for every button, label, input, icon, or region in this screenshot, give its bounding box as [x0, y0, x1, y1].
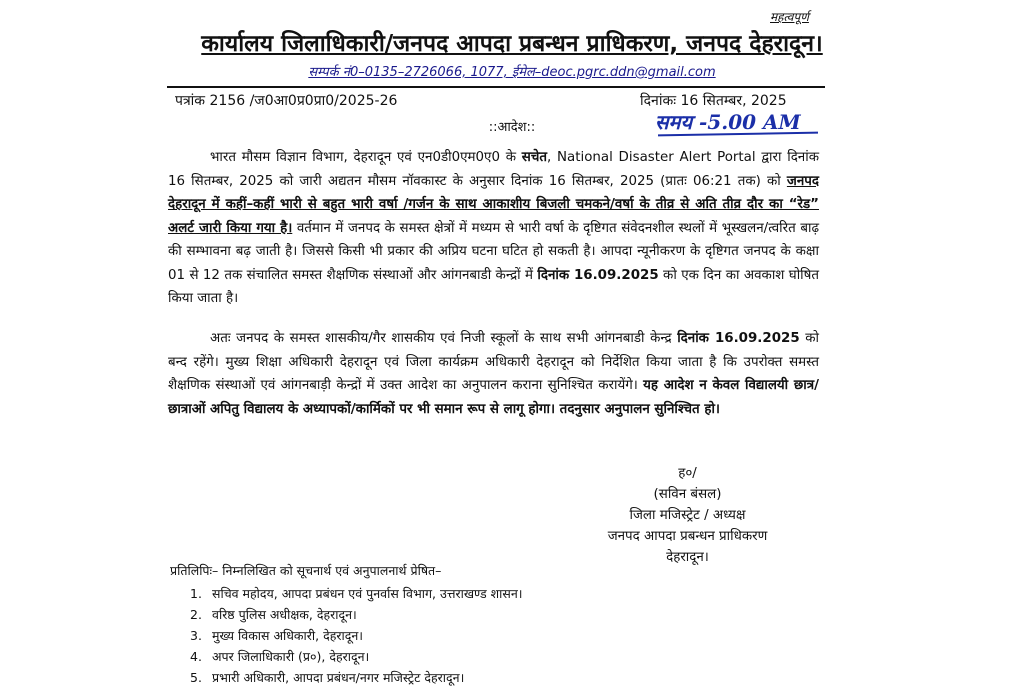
copy-to-heading: प्रतिलिपिः– निम्नलिखित को सूचनार्थ एवं अनुपालनार्थ प्रेषित– — [170, 563, 442, 578]
signature-block — [560, 463, 815, 568]
list-item: 3. मुख्य विकास अधिकारी, देहरादून। — [190, 628, 364, 643]
list-item: 4. अपर जिलाधिकारी (प्र०), देहरादून। — [190, 649, 370, 664]
list-item: 5. प्रभारी अधिकारी, आपदा प्रबंधन/नगर मजिस्ट्रेट देहरादून। — [190, 670, 465, 685]
list-item: 1. सचिव महोदय, आपदा प्रबंधन एवं पुनर्वास विभाग, उत्तराखण्ड शासन। — [190, 586, 523, 601]
reference-number: पत्रांक 2156 /ज0आ0प्र0प्रा0/2025-26 — [175, 93, 398, 109]
importance-tag: महत्वपूर्ण — [770, 10, 809, 24]
copy-to-list — [190, 583, 523, 688]
signatory-name: (सविन बंसल) — [653, 487, 722, 502]
header-divider — [167, 86, 825, 88]
office-heading: कार्यालय जिलाधिकारी/जनपद आपदा प्रबन्धन प्राधिकरण, जनपद देहरादून। — [201, 31, 823, 57]
order-paragraph-1: भारत मौसम विज्ञान विभाग, देहरादून एवं एन0डी0एम0ए0 के सचेत, National Disaster Alert Portal द्वारा दिनांक 16 सितम्बर, 2025 को जारी अद्यतन मौसम नॉवकास्ट के अनुसार दिनांक 16 सितम्बर, 2025 (प्रातः 06:21 तक) को जनपद देहरादून में कहीं–कहीं भारी से बहुत भारी वर्षा /गर्जन के साथ आकाशीय बिजली चमकने/वर्षा के तीव्र से अति तीव्र दौर का “रेड” अलर्ट जारी किया गया है। वर्तमान में जनपद के समस्त क्षेत्रों में मध्यम से भारी वर्षा के दृष्टिगत संवेदनशील स्थलों में भूस्खलन/त्वरित बाढ़ की सम्भावना बढ़ जाती है। जिससे किसी भी प्रकार की अप्रिय घटना घटित हो सकती है। आपदा न्यूनीकरण के दृष्टिगत जनपद के कक्षा 01 से 12 तक संचालित समस्त शैक्षणिक संस्थाओं और आंगनबाडी केन्द्रों में दिनांक 16.09.2025 को एक दिन का अवकाश घोषित किया जाता है। — [168, 150, 820, 306]
order-paragraph-2: अतः जनपद के समस्त शासकीय/गैर शासकीय एवं निजी स्कूलों के साथ सभी आंगनबाडी केन्द्र दिनांक 16.09.2025 को बन्द रहेंगे। मुख्य शिक्षा अधिकारी देहरादून एवं जिला कार्यक्रम अधिकारी देहरादून को निर्देशित किया जाता है कि उपरोक्त समस्त शैक्षणिक संस्थाओं एवं आंगनबाड़ी केन्द्रों में उक्त आदेश का अनुपालन कराना सुनिश्चित करायेंगे। यह आदेश न केवल विद्यालयी छात्र/छात्राओं अपितु विद्यालय के अध्यापकों/कार्मिकों पर भी समान रूप से लागू होगा। तदनुसार अनुपालन सुनिश्चित हो। — [168, 331, 820, 417]
signatory-designation: जिला मजिस्ट्रेट / अध्यक्ष — [629, 508, 746, 523]
signatory-authority: जनपद आपदा प्रबन्धन प्राधिकरण — [607, 529, 768, 544]
list-item: 2. वरिष्ठ पुलिस अधीक्षक, देहरादून। — [190, 607, 357, 622]
signatory-place: देहरादून। — [666, 550, 709, 565]
order-date: दिनांकः 16 सितम्बर, 2025 — [640, 93, 787, 109]
signature-mark: ह०/ — [678, 466, 697, 481]
handwritten-time: समय -5.00 AM — [655, 110, 801, 134]
order-title: ::आदेश:: — [488, 120, 536, 135]
contact-line: सम्पर्क नं0–0135–2726066, 1077, ईमेल–deoc.pgrc.ddn@gmail.com — [308, 65, 716, 80]
